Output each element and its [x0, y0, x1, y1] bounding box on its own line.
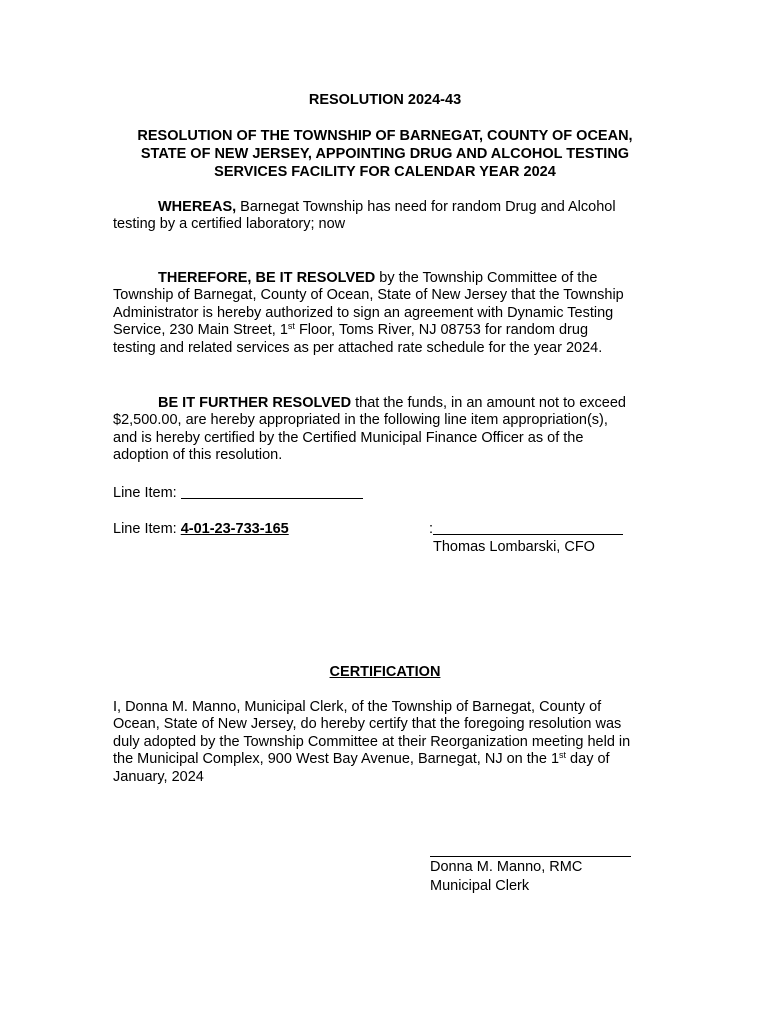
title-line-3: SERVICES FACILITY FOR CALENDAR YEAR 2024 [214, 164, 556, 180]
line-item-label: Line Item: [113, 521, 181, 537]
line-item-row [113, 520, 289, 538]
whereas-lead: WHEREAS, [158, 199, 237, 215]
therefore-lead: THEREFORE, BE IT RESOLVED [158, 270, 376, 286]
therefore-line-4: Service, 230 Main Street, 1st Floor, Toms River, NJ 08753 for random drug [113, 321, 589, 339]
certification-line-3: duly adopted by the Township Committee at their Reorganization meeting held in [113, 733, 631, 750]
therefore-paragraph [113, 270, 658, 357]
title-line-1: RESOLUTION OF THE TOWNSHIP OF BARNEGAT, COUNTY OF OCEAN, [137, 128, 633, 144]
certification-line-4: the Municipal Complex, 900 West Bay Avenue, Barnegat, NJ on the 1st day of [113, 750, 610, 768]
further-line-2: $2,500.00, are hereby appropriated in the following line item appropriation(s), [113, 412, 608, 429]
certification-line-1: I, Donna M. Manno, Municipal Clerk, of the Township of Barnegat, County of [113, 699, 602, 715]
line-item-blank [181, 484, 363, 499]
cfo-signature-blank [433, 520, 623, 535]
further-lead: BE IT FURTHER RESOLVED [158, 395, 352, 411]
further-paragraph [113, 395, 658, 465]
line-item-label: Line Item: [113, 485, 181, 501]
whereas-line-1: Barnegat Township has need for random Drug and Alcohol [236, 199, 616, 215]
therefore-line-3: Administrator is hereby authorized to sign an agreement with Dynamic Testing [113, 304, 614, 321]
clerk-signature-block [430, 858, 582, 895]
further-line-4: adoption of this resolution. [113, 447, 283, 464]
resolution-number: RESOLUTION 2024-43 [308, 92, 462, 108]
clerk-title: Municipal Clerk [430, 877, 530, 894]
title-line-2: STATE OF NEW JERSEY, APPOINTING DRUG AND ALCOHOL TESTING [140, 146, 630, 162]
therefore-line-1: by the Township Committee of the [375, 270, 598, 286]
resolution-title [0, 127, 770, 181]
cfo-name: Thomas Lombarski, CFO [433, 539, 595, 555]
further-line-3: and is hereby certified by the Certified Municipal Finance Officer as of the [113, 429, 584, 446]
therefore-line-5: testing and related services as per attached rate schedule for the year 2024. [113, 339, 603, 356]
signature-colon: : [429, 521, 434, 537]
certification-line-2: Ocean, State of New Jersey, do hereby certify that the foregoing resolution was [113, 716, 622, 733]
certification-line-5: January, 2024 [113, 768, 204, 785]
line-item-blank-row [113, 484, 363, 502]
clerk-signature-line [430, 856, 631, 857]
clerk-name: Donna M. Manno, RMC [430, 859, 583, 875]
certification-paragraph [113, 699, 673, 786]
certification-heading: CERTIFICATION [329, 664, 441, 680]
further-line-1: that the funds, in an amount not to exceed [351, 395, 626, 411]
line-item-value: 4-01-23-733-165 [180, 521, 289, 537]
whereas-line-2: testing by a certified laboratory; now [113, 216, 346, 233]
whereas-paragraph [113, 199, 658, 234]
cfo-signature-line [429, 520, 623, 538]
therefore-line-2: Township of Barnegat, County of Ocean, State of New Jersey that the Township [113, 287, 624, 304]
